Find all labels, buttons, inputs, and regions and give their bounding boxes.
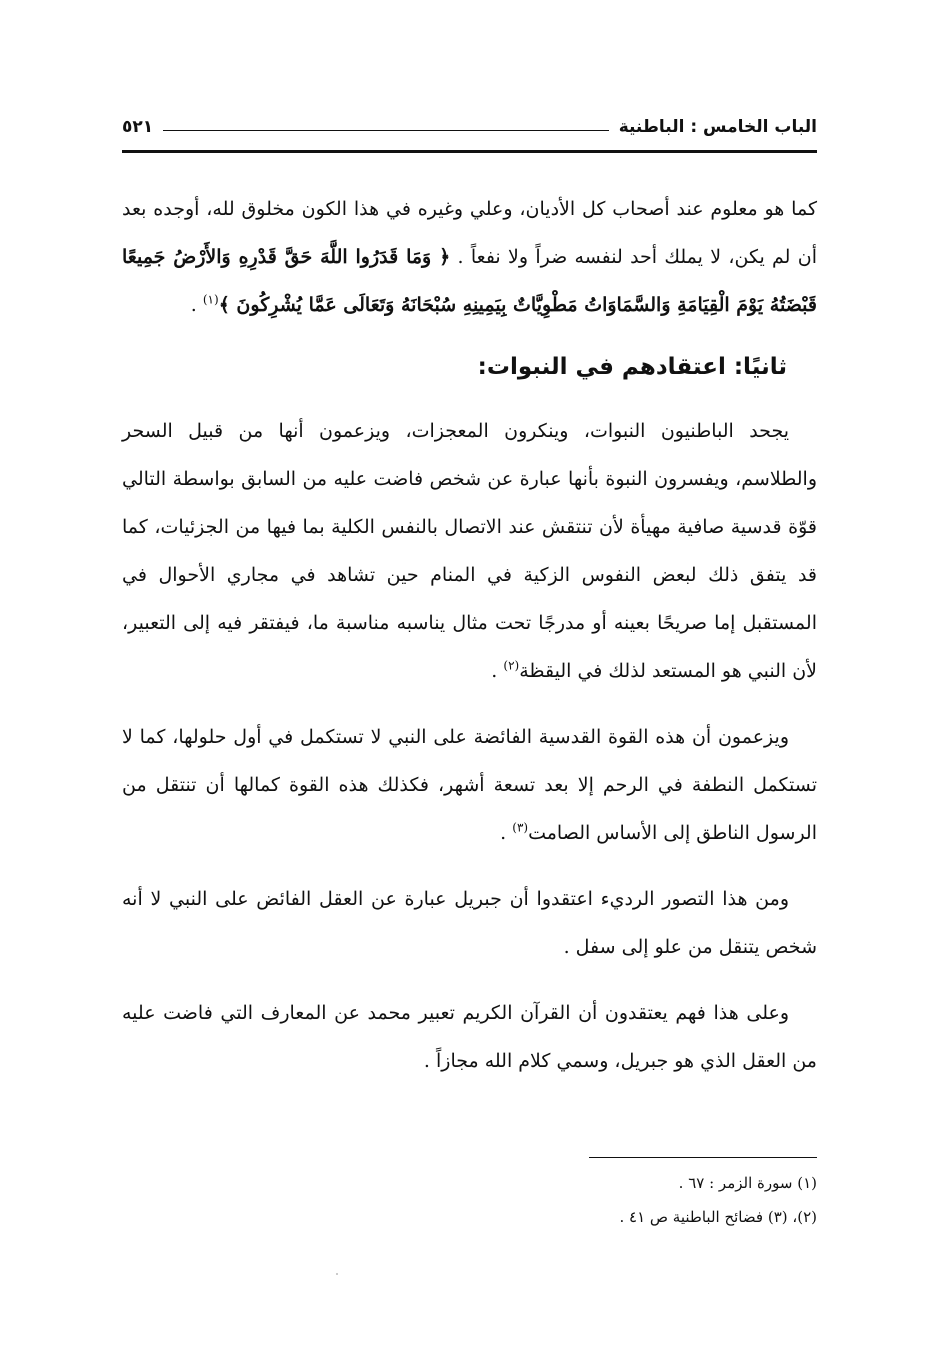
paragraph-1-end: . (190, 294, 203, 316)
paragraph-3-text: ويزعمون أن هذه القوة القدسية الفائضة على النبي لا تستكمل في أول حلولها، كما لا تستكمل النطفة في الرحم إلا بعد تسعة أشهر، فكذلك هذه القوة كمالها أن تنتقل من الرسول الناطق إلى الأساس الصامت (122, 726, 817, 844)
footnote-ref-1: (١) (202, 292, 219, 307)
paragraph-3 (122, 713, 817, 857)
paragraph-3-end: . (500, 822, 513, 844)
paragraph-gap (122, 695, 817, 713)
footnote-rule (589, 1157, 817, 1158)
paragraph-gap (122, 857, 817, 875)
footnote-1: (١) سورة الزمر : ٦٧ . (678, 1174, 817, 1192)
page-number: ٥٢١ (122, 117, 154, 137)
footnotes (122, 1166, 817, 1234)
paragraph-1-text: كما هو معلوم عند أصحاب كل الأديان، وعلي وغيره في هذا الكون مخلوق لله، أوجده بعد أن لم يكن، لا يملك أحد لنفسه ضراً ولا نفعاً . (122, 198, 818, 268)
body-text (122, 185, 817, 1085)
paragraph-2 (122, 407, 817, 695)
footnote-ref-2: (٢) (503, 658, 520, 673)
paragraph-2-end: . (491, 660, 504, 682)
scan-speck (336, 1273, 338, 1275)
page-header (122, 112, 817, 142)
header-line (163, 130, 609, 131)
section-heading: ثانيًا: اعتقادهم في النبوات: (477, 354, 787, 380)
book-page (122, 0, 817, 1360)
footnote-ref-3: (٣) (512, 820, 529, 835)
chapter-title: الباب الخامس : الباطنية (618, 117, 817, 137)
paragraph-4: ومن هذا التصور الرديء اعتقدوا أن جبريل عبارة عن العقل الفائض على النبي لا أنه شخص يتنقل من علو إلى سفل . (122, 888, 817, 958)
quran-verse: ﴿ وَمَا قَدَرُوا اللَّهَ حَقَّ قَدْرِهِ وَالأَرْضُ جَمِيعًا قَبْضَتُهُ يَوْمَ الْقِيَامَةِ وَالسَّمَاوَاتُ مَطْوِيَّاتٌ بِيَمِينِهِ سُبْحَانَهُ وَتَعَالَى عَمَّا يُشْرِكُونَ ﴾ (122, 246, 817, 316)
header-rule (122, 150, 817, 153)
paragraph-gap (122, 971, 817, 989)
paragraph-5: وعلى هذا فهم يعتقدون أن القرآن الكريم تعبير محمد عن المعارف التي فاضت عليه من العقل الذي هو جبريل، وسمي كلام الله مجازاً . (122, 1002, 817, 1072)
paragraph-1 (122, 185, 817, 329)
paragraph-2-text: يجحد الباطنيون النبوات، وينكرون المعجزات، ويزعمون أنها من قبيل السحر والطلاسم، ويفسرون النبوة بأنها عبارة عن شخص فاضت عليه من السابق بواسطة التالي قوّة قدسية صافية مهيأة لأن تنتقش عند الاتصال بالنفس الكلية بما فيها من الجزئيات، كما قد يتفق ذلك لبعض النفوس الزكية في المنام حين تشاهد في مجاري الأحوال في المستقبل إما صريحًا بعينه أو مدرجًا تحت مثال يناسبه مناسبة ما، فيفتقر فيه إلى التعبير، لأن النبي هو المستعد لذلك في اليقظة (122, 420, 817, 682)
footnote-2: (٢)، (٣) فضائح الباطنية ص ٤١ . (619, 1208, 817, 1226)
